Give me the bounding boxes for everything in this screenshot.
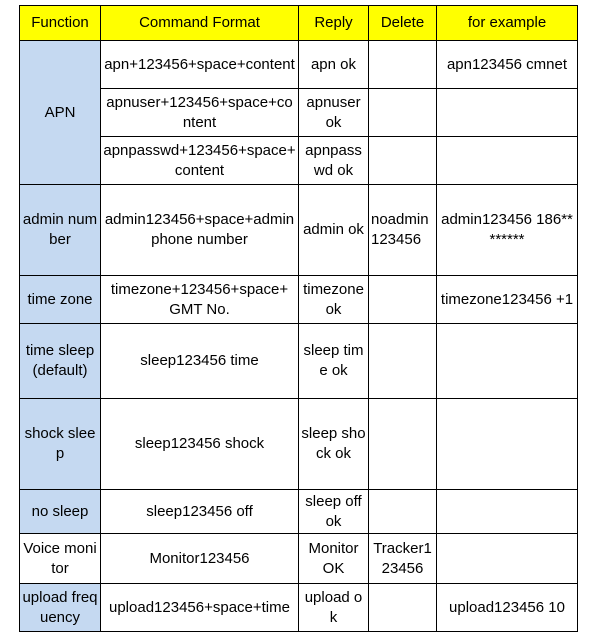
table-row [20,137,578,185]
command-cell: apnuser+123456+space+content [101,89,299,137]
reply-cell: sleep off ok [299,490,369,534]
header-delete: Delete [369,6,437,41]
reply-cell: sleep time ok [299,324,369,399]
command-cell: upload123456+space+time [101,584,299,632]
delete-cell [369,41,437,89]
reply-cell: timezone ok [299,276,369,324]
table-row [20,41,578,89]
example-cell [437,490,578,534]
header-function: Function [20,6,101,41]
function-cell: time sleep(default) [20,324,101,399]
command-cell: sleep123456 time [101,324,299,399]
table-row [20,185,578,276]
reply-cell: apn ok [299,41,369,89]
command-cell: apnpasswd+123456+space+content [101,137,299,185]
function-cell: admin number [20,185,101,276]
delete-cell [369,399,437,490]
command-table [19,5,578,632]
reply-cell: admin ok [299,185,369,276]
command-cell: admin123456+space+admin phone number [101,185,299,276]
example-cell [437,399,578,490]
table-row [20,490,578,534]
header-for-example: for example [437,6,578,41]
function-cell: Voice monitor [20,534,101,584]
delete-cell [369,137,437,185]
reply-cell: apnuser ok [299,89,369,137]
example-cell: admin123456 186******** [437,185,578,276]
example-cell [437,137,578,185]
command-cell: Monitor123456 [101,534,299,584]
table-row [20,534,578,584]
header-reply: Reply [299,6,369,41]
delete-cell [369,490,437,534]
delete-cell [369,324,437,399]
function-cell: no sleep [20,490,101,534]
header-command-format: Command Format [101,6,299,41]
delete-cell: noadmin 123456 [369,185,437,276]
table-row [20,399,578,490]
function-cell: APN [20,41,101,185]
table-row [20,324,578,399]
example-cell: apn123456 cmnet [437,41,578,89]
delete-cell [369,276,437,324]
example-cell [437,89,578,137]
example-cell [437,534,578,584]
delete-cell [369,89,437,137]
delete-cell: Tracker123456 [369,534,437,584]
command-cell: sleep123456 off [101,490,299,534]
function-cell: shock sleep [20,399,101,490]
example-cell: upload123456 10 [437,584,578,632]
reply-cell: Monitor OK [299,534,369,584]
header-row [20,6,578,41]
reply-cell: sleep shock ok [299,399,369,490]
reply-cell: apnpasswd ok [299,137,369,185]
delete-cell [369,584,437,632]
table-row [20,276,578,324]
function-cell: time zone [20,276,101,324]
reply-cell: upload ok [299,584,369,632]
function-cell: upload frequency [20,584,101,632]
table-row [20,584,578,632]
example-cell [437,324,578,399]
command-cell: timezone+123456+space+ GMT No. [101,276,299,324]
command-cell: sleep123456 shock [101,399,299,490]
example-cell: timezone123456 +1 [437,276,578,324]
table-row [20,89,578,137]
command-cell: apn+123456+space+content [101,41,299,89]
